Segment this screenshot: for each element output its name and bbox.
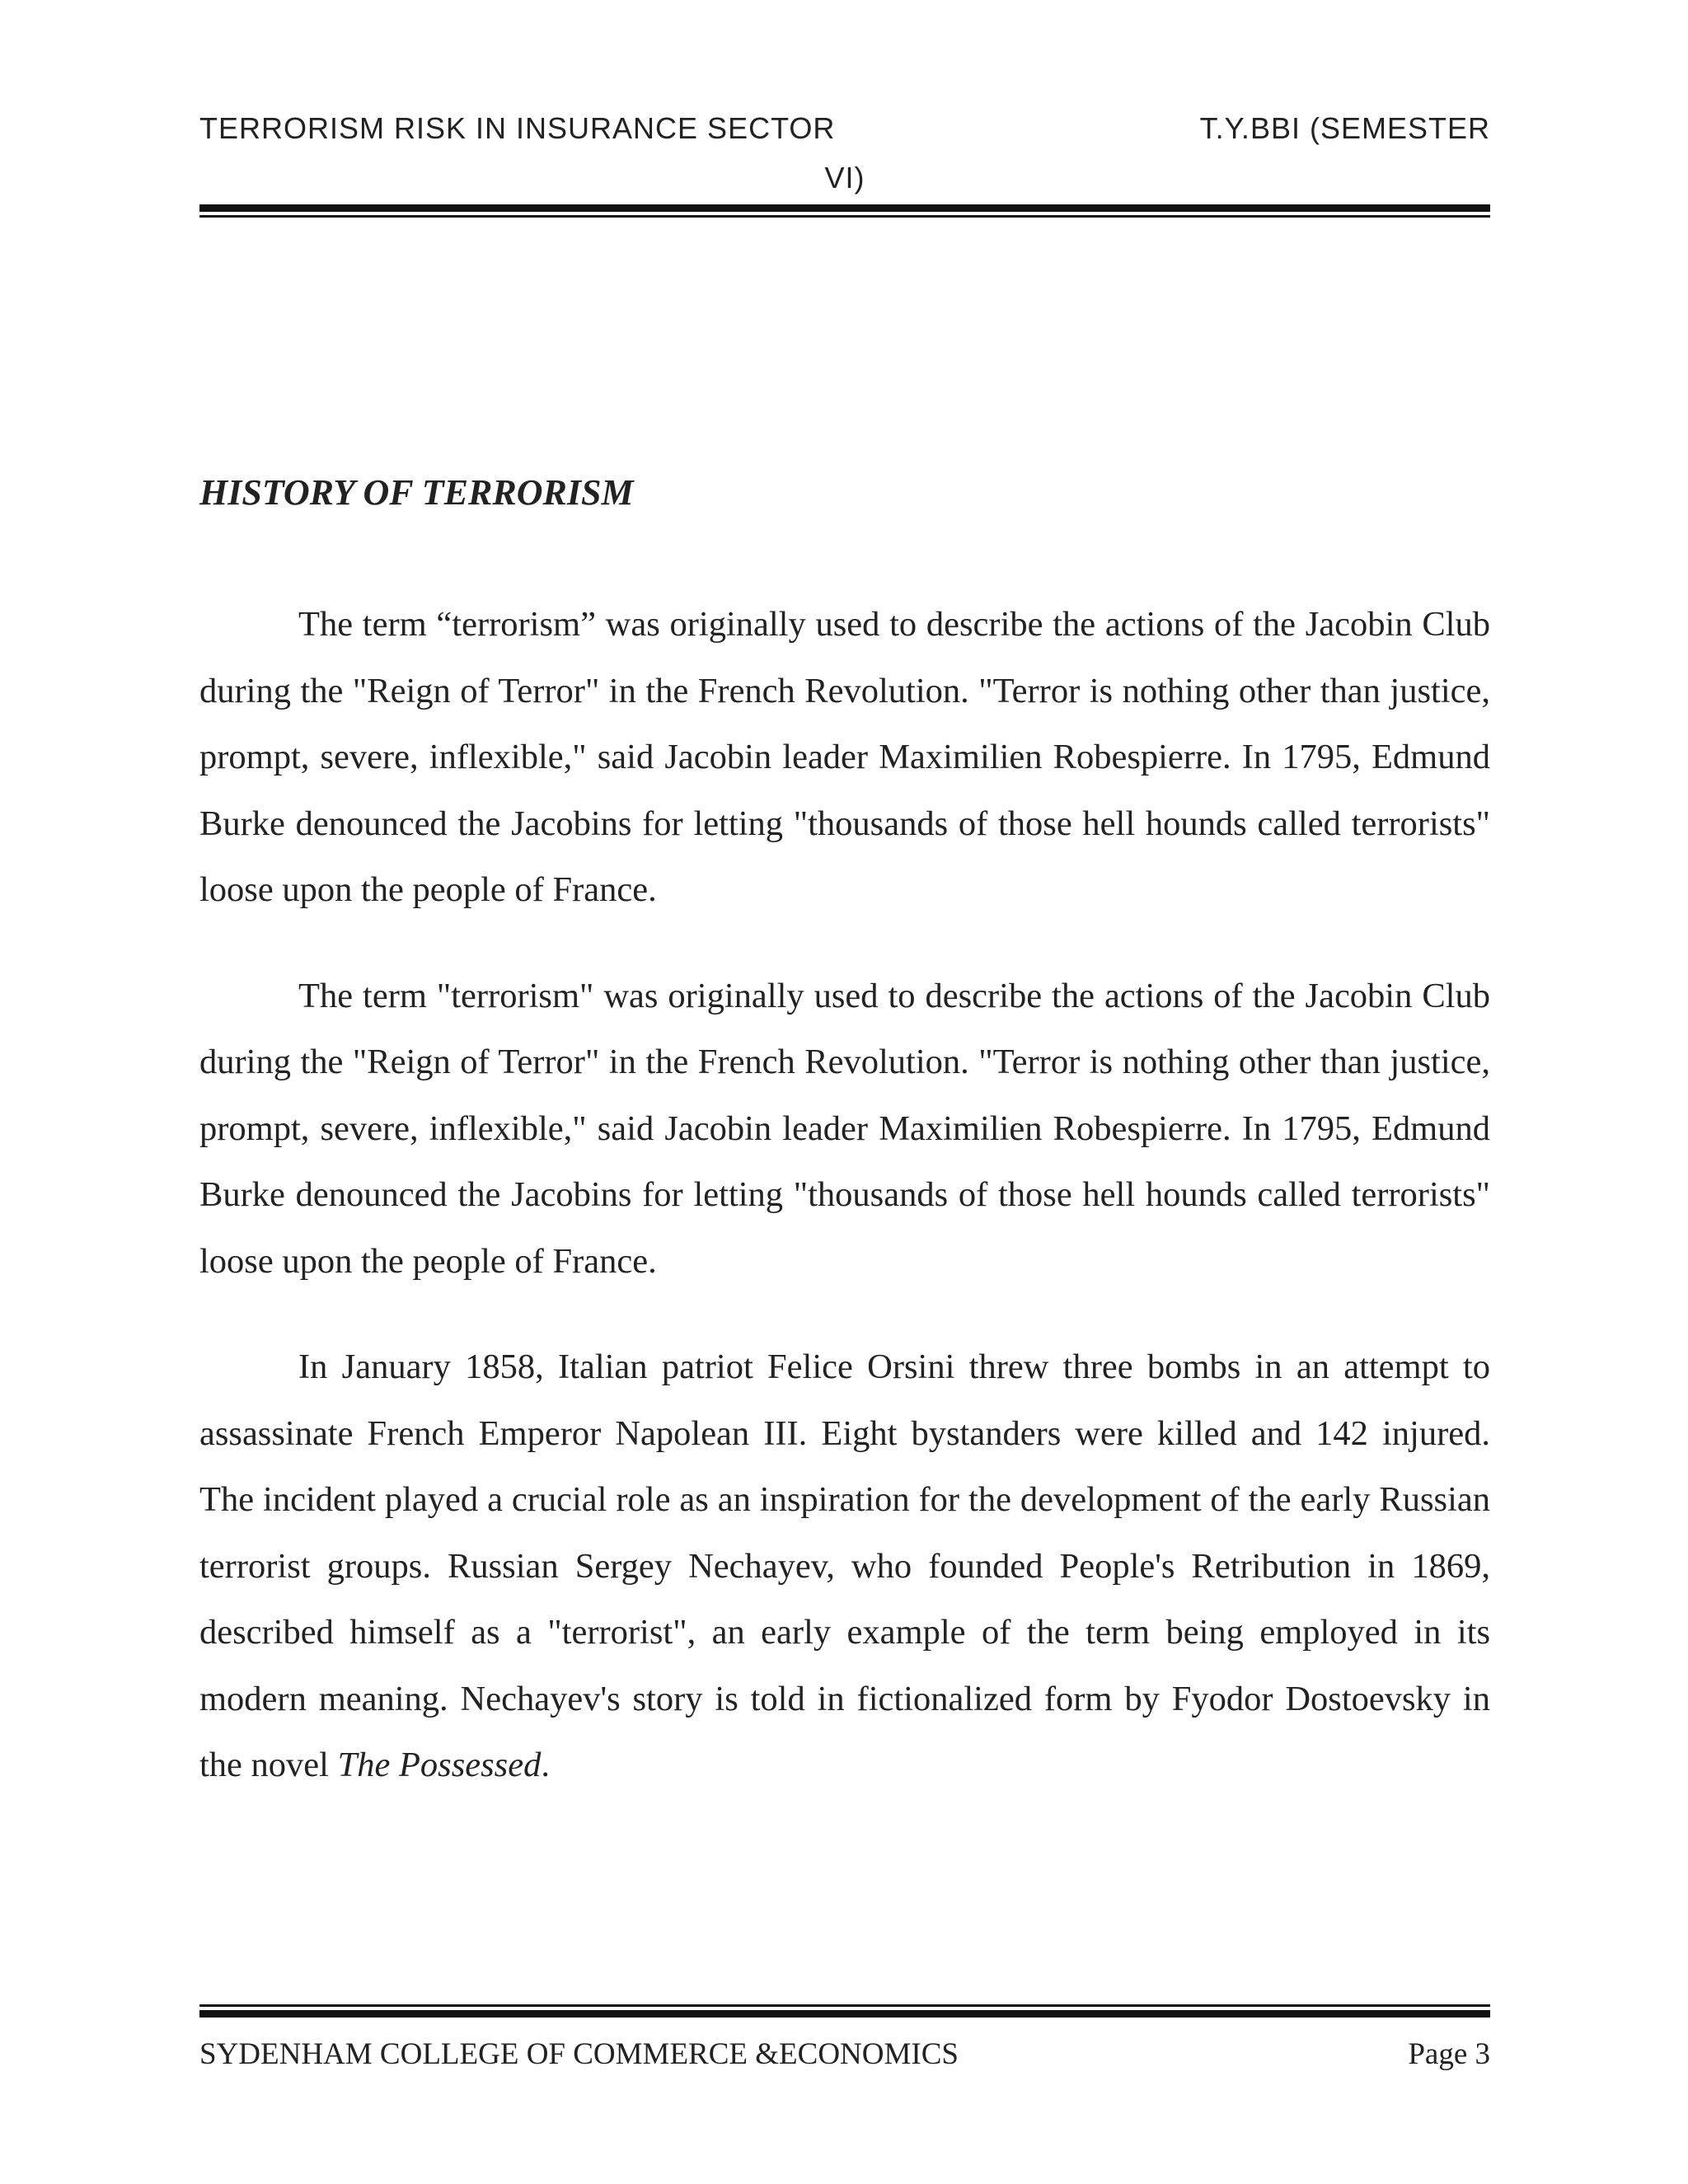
paragraph-3: [199, 1334, 1490, 1799]
header-title: TERRORISM RISK IN INSURANCE SECTOR: [199, 111, 836, 145]
footer-rule-thick: [199, 2010, 1490, 2018]
body-text: [199, 592, 1490, 1839]
footer-page-number: Page 3: [1408, 2037, 1490, 2071]
section-heading: HISTORY OF TERRORISM: [199, 472, 634, 513]
paragraph-1: The term “terrorism” was originally used to describe the actions of the Jacobin Club during the "Reign of Terror" in the French Revolution. "Terror is nothing other than justice, prompt, severe, inflexible," said Jacobin leader Maximilien Robespierre. In 1795, Edmund Burke denounced the Jacobins for letting "thousands of those hell hounds called terrorists" loose upon the people of France.: [199, 605, 1490, 909]
footer-college: SYDENHAM COLLEGE OF COMMERCE &ECONOMICS: [199, 2037, 959, 2071]
paragraph-3-end: .: [541, 1746, 550, 1784]
footer-rule-thin: [199, 2004, 1490, 2007]
paragraph-3-text: In January 1858, Italian patriot Felice Orsini threw three bombs in an attempt to assassinate French Emperor Napolean III. Eight bystanders were killed and 142 injured. The incident played a crucial role as an inspiration for the development of the early Russian terrorist groups. Russian Sergey Nechayev, who founded People's Retribution in 1869, described himself as a "terrorist", an early example of the term being employed in its modern meaning. Nechayev's story is told in fictionalized form by Fyodor Dostoevsky in the novel: [199, 1347, 1490, 1784]
page-header: [199, 105, 1490, 214]
page-footer: [199, 2004, 1490, 2079]
book-title: The Possessed: [337, 1746, 542, 1784]
header-rule-thin: [199, 215, 1490, 218]
header-rule-thick: [199, 204, 1490, 212]
header-course: T.Y.BBI (SEMESTER: [1199, 111, 1490, 145]
paragraph-2: The term "terrorism" was originally used to describe the actions of the Jacobin Club during the "Reign of Terror" in the French Revolution. "Terror is nothing other than justice, prompt, severe, inflexible," said Jacobin leader Maximilien Robespierre. In 1795, Edmund Burke denounced the Jacobins for letting "thousands of those hell hounds called terrorists" loose upon the people of France.: [199, 976, 1490, 1281]
header-course-continuation: VI): [824, 161, 865, 194]
